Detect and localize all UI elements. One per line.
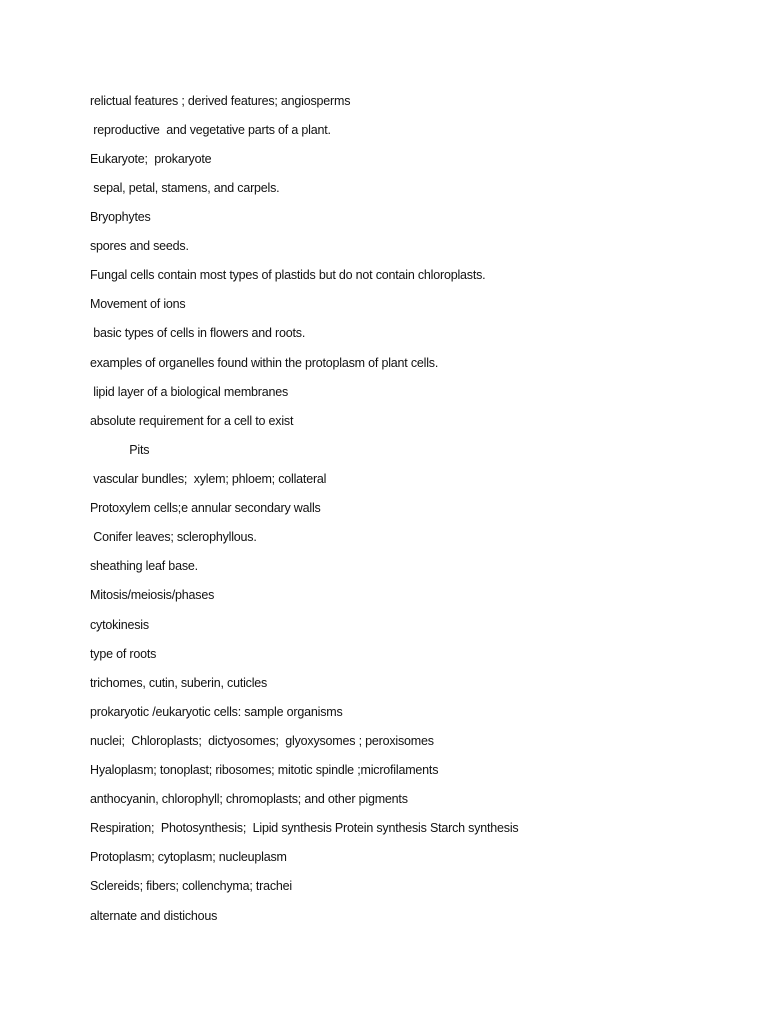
- text-line: vascular bundles; xylem; phloem; collateral: [90, 472, 327, 486]
- text-line: reproductive and vegetative parts of a plant.: [90, 123, 331, 137]
- text-line: spores and seeds.: [90, 239, 189, 253]
- text-line: Bryophytes: [90, 210, 151, 224]
- text-line: absolute requirement for a cell to exist: [90, 414, 294, 428]
- text-line: prokaryotic /eukaryotic cells: sample organisms: [90, 705, 343, 719]
- text-line: examples of organelles found within the protoplasm of plant cells.: [90, 356, 439, 370]
- text-line: sheathing leaf base.: [90, 559, 198, 573]
- text-line: nuclei; Chloroplasts; dictyosomes; glyoxysomes ; peroxisomes: [90, 734, 434, 748]
- text-line: Protoplasm; cytoplasm; nucleuplasm: [90, 850, 287, 864]
- text-line: Movement of ions: [90, 297, 186, 311]
- text-line: sepal, petal, stamens, and carpels.: [90, 181, 280, 195]
- text-line: basic types of cells in flowers and roots.: [90, 326, 306, 340]
- text-line: Pits: [90, 443, 150, 457]
- text-line: Sclereids; fibers; collenchyma; trachei: [90, 879, 293, 893]
- text-line: Eukaryote; prokaryote: [90, 152, 212, 166]
- text-line: relictual features ; derived features; angiosperms: [90, 94, 351, 108]
- text-line: anthocyanin, chlorophyll; chromoplasts; and other pigments: [90, 792, 408, 806]
- text-line: alternate and distichous: [90, 909, 218, 923]
- text-line: cytokinesis: [90, 618, 149, 632]
- text-line: Hyaloplasm; tonoplast; ribosomes; mitotic spindle ;microfilaments: [90, 763, 439, 777]
- text-line: Protoxylem cells;e annular secondary walls: [90, 501, 321, 515]
- text-line: type of roots: [90, 647, 157, 661]
- text-line: trichomes, cutin, suberin, cuticles: [90, 676, 268, 690]
- text-line: Respiration; Photosynthesis; Lipid synthesis Protein synthesis Starch synthesis: [90, 821, 519, 835]
- text-line: Fungal cells contain most types of plastids but do not contain chloroplasts.: [90, 268, 486, 282]
- text-line: Conifer leaves; sclerophyllous.: [90, 530, 257, 544]
- text-line: lipid layer of a biological membranes: [90, 385, 289, 399]
- text-line: Mitosis/meiosis/phases: [90, 588, 215, 602]
